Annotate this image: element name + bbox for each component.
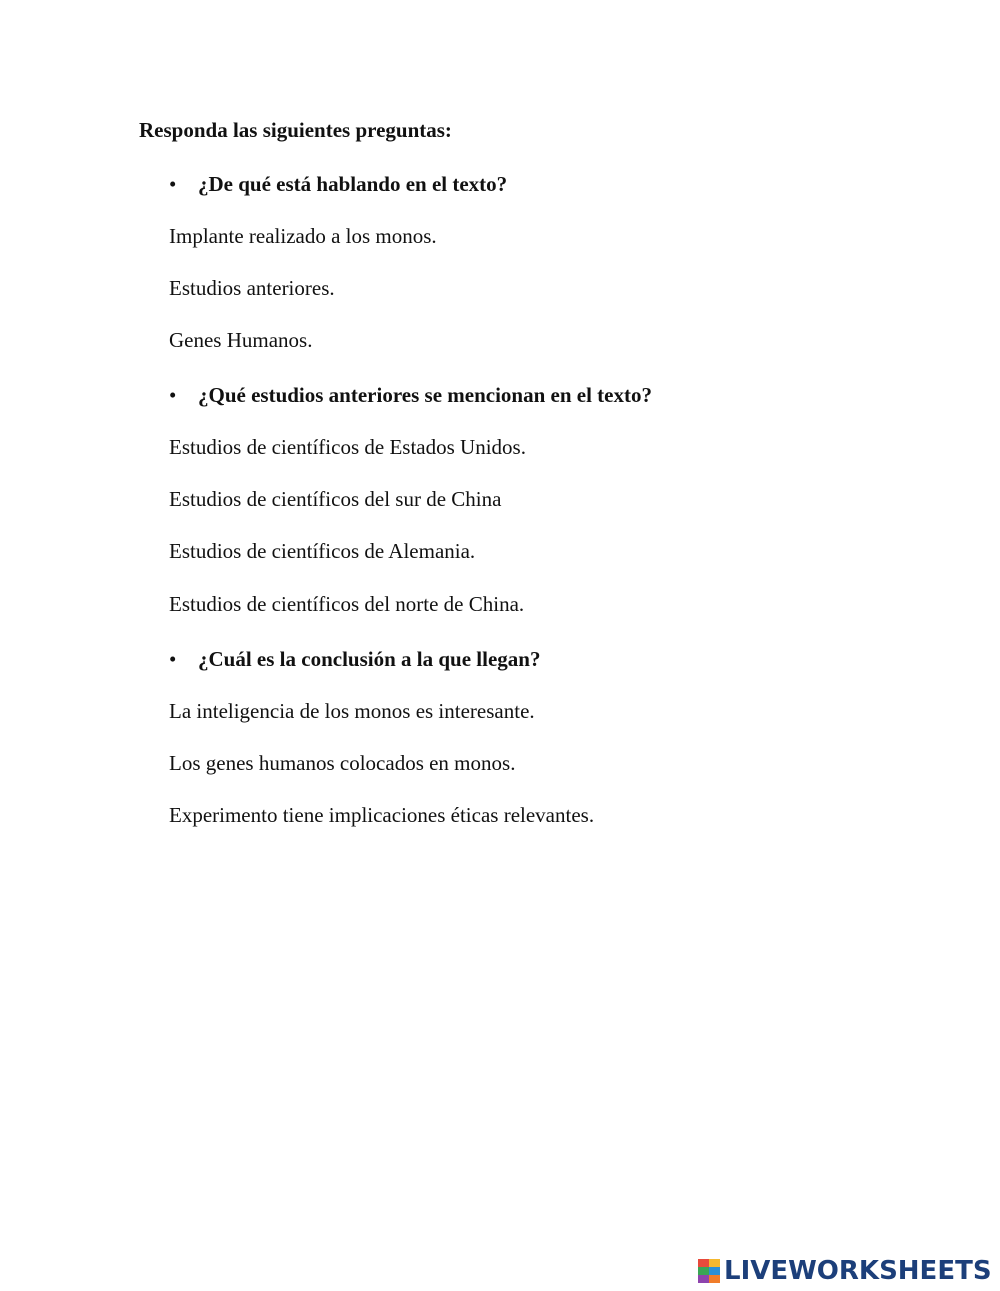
answer-option[interactable]: Los genes humanos colocados en monos. [169,751,516,775]
question-text: ¿Cuál es la conclusión a la que llegan? [198,647,541,671]
answer-option[interactable]: Experimento tiene implicaciones éticas relevantes. [169,803,595,827]
brand-mark-cell [698,1275,709,1283]
bullet: • [169,647,177,671]
brand-mark-cell [709,1275,720,1283]
answer-option[interactable]: La inteligencia de los monos es interesante. [169,699,535,723]
question-text: ¿Qué estudios anteriores se mencionan en el texto? [198,383,652,407]
brand-mark-cell [698,1259,709,1267]
liveworksheets-logo [698,1256,992,1286]
answer-option[interactable]: Estudios de científicos de Estados Unidos. [169,435,526,459]
brand-mark-cell [698,1267,709,1275]
answer-option[interactable]: Estudios de científicos del sur de China [169,487,502,511]
question-3 [169,645,540,673]
brand-name: LIVEWORKSHEETS [724,1256,992,1286]
answer-option[interactable]: Genes Humanos. [169,328,313,352]
brand-mark-cell [709,1267,720,1275]
answer-option[interactable]: Estudios anteriores. [169,276,335,300]
bullet: • [169,383,177,407]
bullet: • [169,172,177,196]
brand-mark-cell [709,1259,720,1267]
brand-mark-icon [698,1259,720,1283]
question-2 [169,381,652,409]
answer-option[interactable]: Implante realizado a los monos. [169,224,437,248]
page-heading: Responda las siguientes preguntas: [139,118,452,142]
answer-option[interactable]: Estudios de científicos de Alemania. [169,539,476,563]
question-text: ¿De qué está hablando en el texto? [198,172,508,196]
question-1 [169,170,507,198]
answer-option[interactable]: Estudios de científicos del norte de China. [169,592,525,616]
